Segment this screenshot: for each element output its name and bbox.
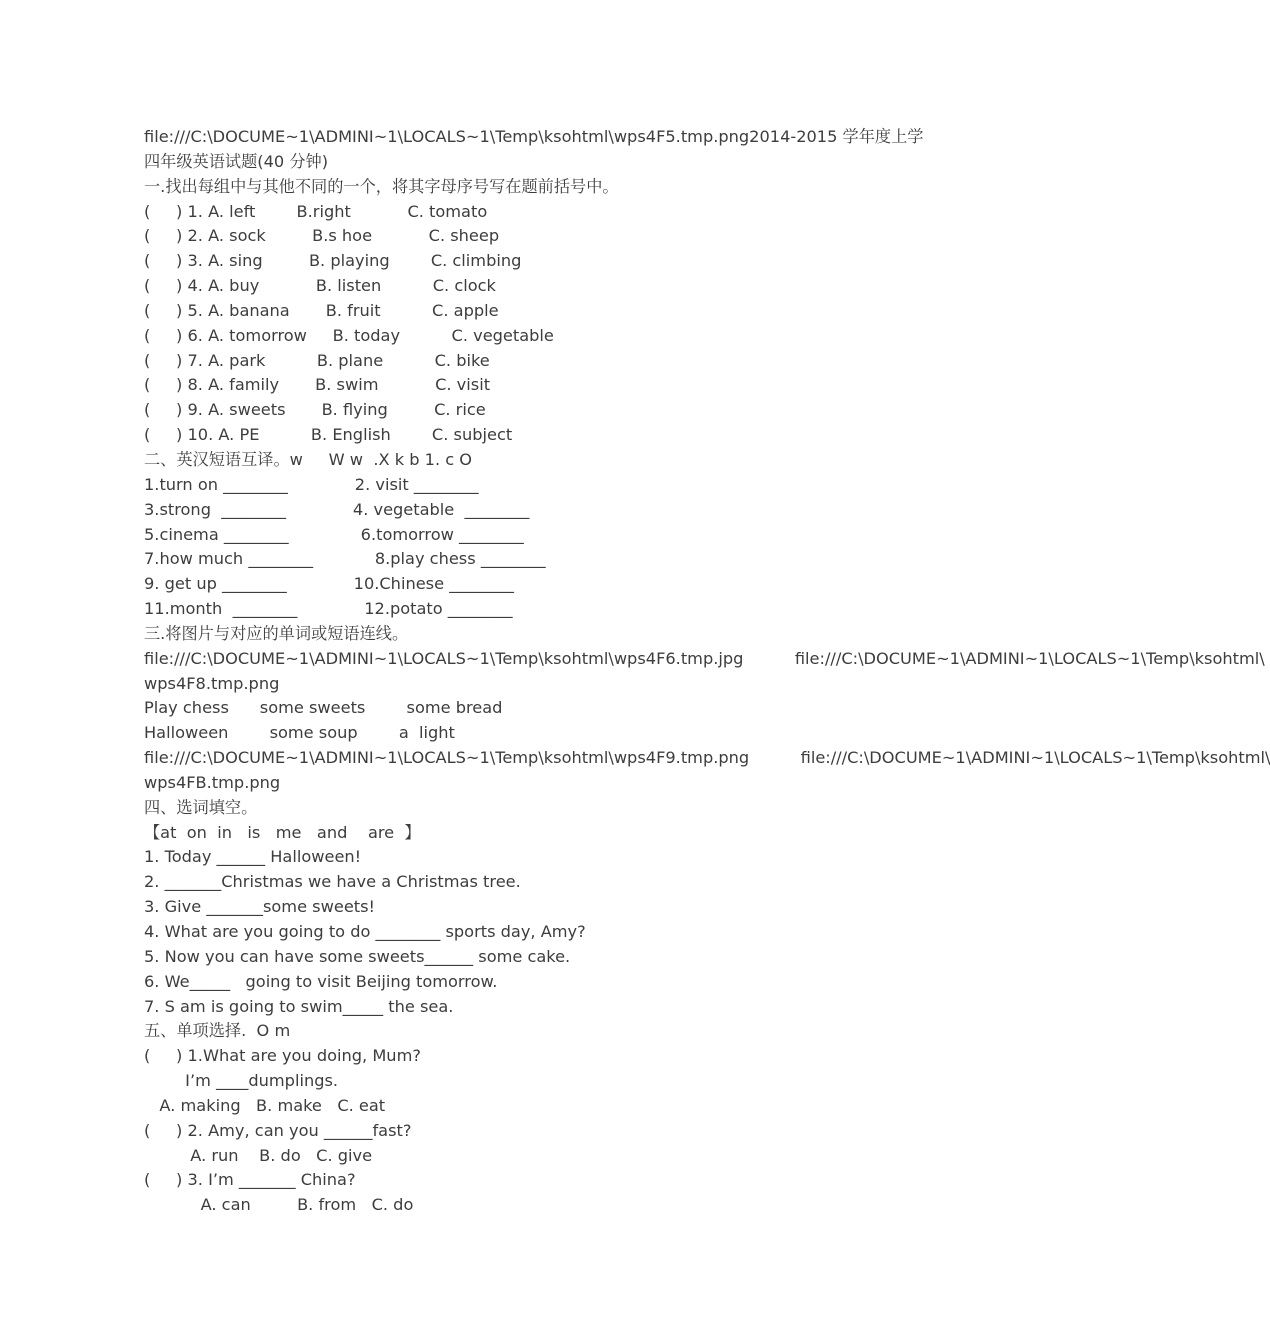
text-line: Halloween some soup a light [144,723,455,743]
text-line: 11.month ________ 12.potato ________ [144,599,513,619]
text-line: ( ) 2. A. sock B.s hoe C. sheep [144,226,500,246]
text-line: ( ) 1.What are you doing, Mum? [144,1046,421,1066]
text-line: ( ) 1. A. left B.right C. tomato [144,201,488,221]
text-line: ( ) 8. A. family B. swim C. visit [144,375,491,395]
text-line: 6. We_____ going to visit Beijing tomorrow. [144,971,498,991]
text-line: 一.找出每组中与其他不同的一个，将其字母序号写在题前括号中。 [144,176,619,196]
text-line: I’m ____dumplings. [144,1071,339,1091]
text-line: wps4FB.tmp.png [144,772,281,792]
text-line: ( ) 4. A. buy B. listen C. clock [144,276,496,296]
text-line: ( ) 10. A. PE B. English C. subject [144,425,513,445]
text-line: Play chess some sweets some bread [144,698,503,718]
text-line: file:///C:\DOCUME~1\ADMINI~1\LOCALS~1\Temp\ksohtml\wps4F9.tmp.png file:///C:\DOCUME~1\ADMINI~1\LOCALS~1\Temp\ksohtml\ [144,748,1270,768]
text-line: 2. _______Christmas we have a Christmas tree. [144,872,521,892]
text-line: 1.turn on ________ 2. visit ________ [144,474,479,494]
text-line: wps4F8.tmp.png [144,673,280,693]
document-page [144,125,1270,1218]
text-line: A. making B. make C. eat [144,1095,386,1115]
text-line: 五、单项选择. O m [144,1021,291,1041]
text-line: A. can B. from C. do [144,1195,414,1215]
text-line: 1. Today ______ Halloween! [144,847,362,867]
text-line: 四年级英语试题(40 分钟) [144,151,329,171]
text-line: ( ) 5. A. banana B. fruit C. apple [144,300,499,320]
text-line: 7.how much ________ 8.play chess ________ [144,549,546,569]
text-line: file:///C:\DOCUME~1\ADMINI~1\LOCALS~1\Temp\ksohtml\wps4F6.tmp.jpg file:///C:\DOCUME~1\ADMINI~1\LOCALS~1\Temp\ksohtml\ [144,648,1265,668]
text-line: 5.cinema ________ 6.tomorrow ________ [144,524,524,544]
text-line: 四、选词填空。 [144,797,258,817]
text-line: 5. Now you can have some sweets______ some cake. [144,946,571,966]
text-line: ( ) 6. A. tomorrow B. today C. vegetable [144,325,554,345]
text-line: 3.strong ________ 4. vegetable ________ [144,499,530,519]
text-line: ( ) 2. Amy, can you ______fast? [144,1120,412,1140]
text-line: 9. get up ________ 10.Chinese ________ [144,574,514,594]
text-line: 二、英汉短语互译。w W w .X k b 1. c O [144,449,473,469]
text-line: 7. S am is going to swim_____ the sea. [144,996,454,1016]
text-line: 3. Give _______some sweets! [144,897,376,917]
text-line: A. run B. do C. give [144,1145,373,1165]
text-line: 【at on in is me and are 】 [144,822,421,842]
text-line: ( ) 3. A. sing B. playing C. climbing [144,251,522,271]
text-line: ( ) 3. I’m _______ China? [144,1170,356,1190]
text-line: ( ) 9. A. sweets B. flying C. rice [144,400,486,420]
text-line: 4. What are you going to do ________ sports day, Amy? [144,922,586,941]
text-line: 三.将图片与对应的单词或短语连线。 [144,623,409,643]
text-line: file:///C:\DOCUME~1\ADMINI~1\LOCALS~1\Temp\ksohtml\wps4F5.tmp.png2014-2015 学年度上学 [144,127,924,146]
text-line: ( ) 7. A. park B. plane C. bike [144,350,490,370]
